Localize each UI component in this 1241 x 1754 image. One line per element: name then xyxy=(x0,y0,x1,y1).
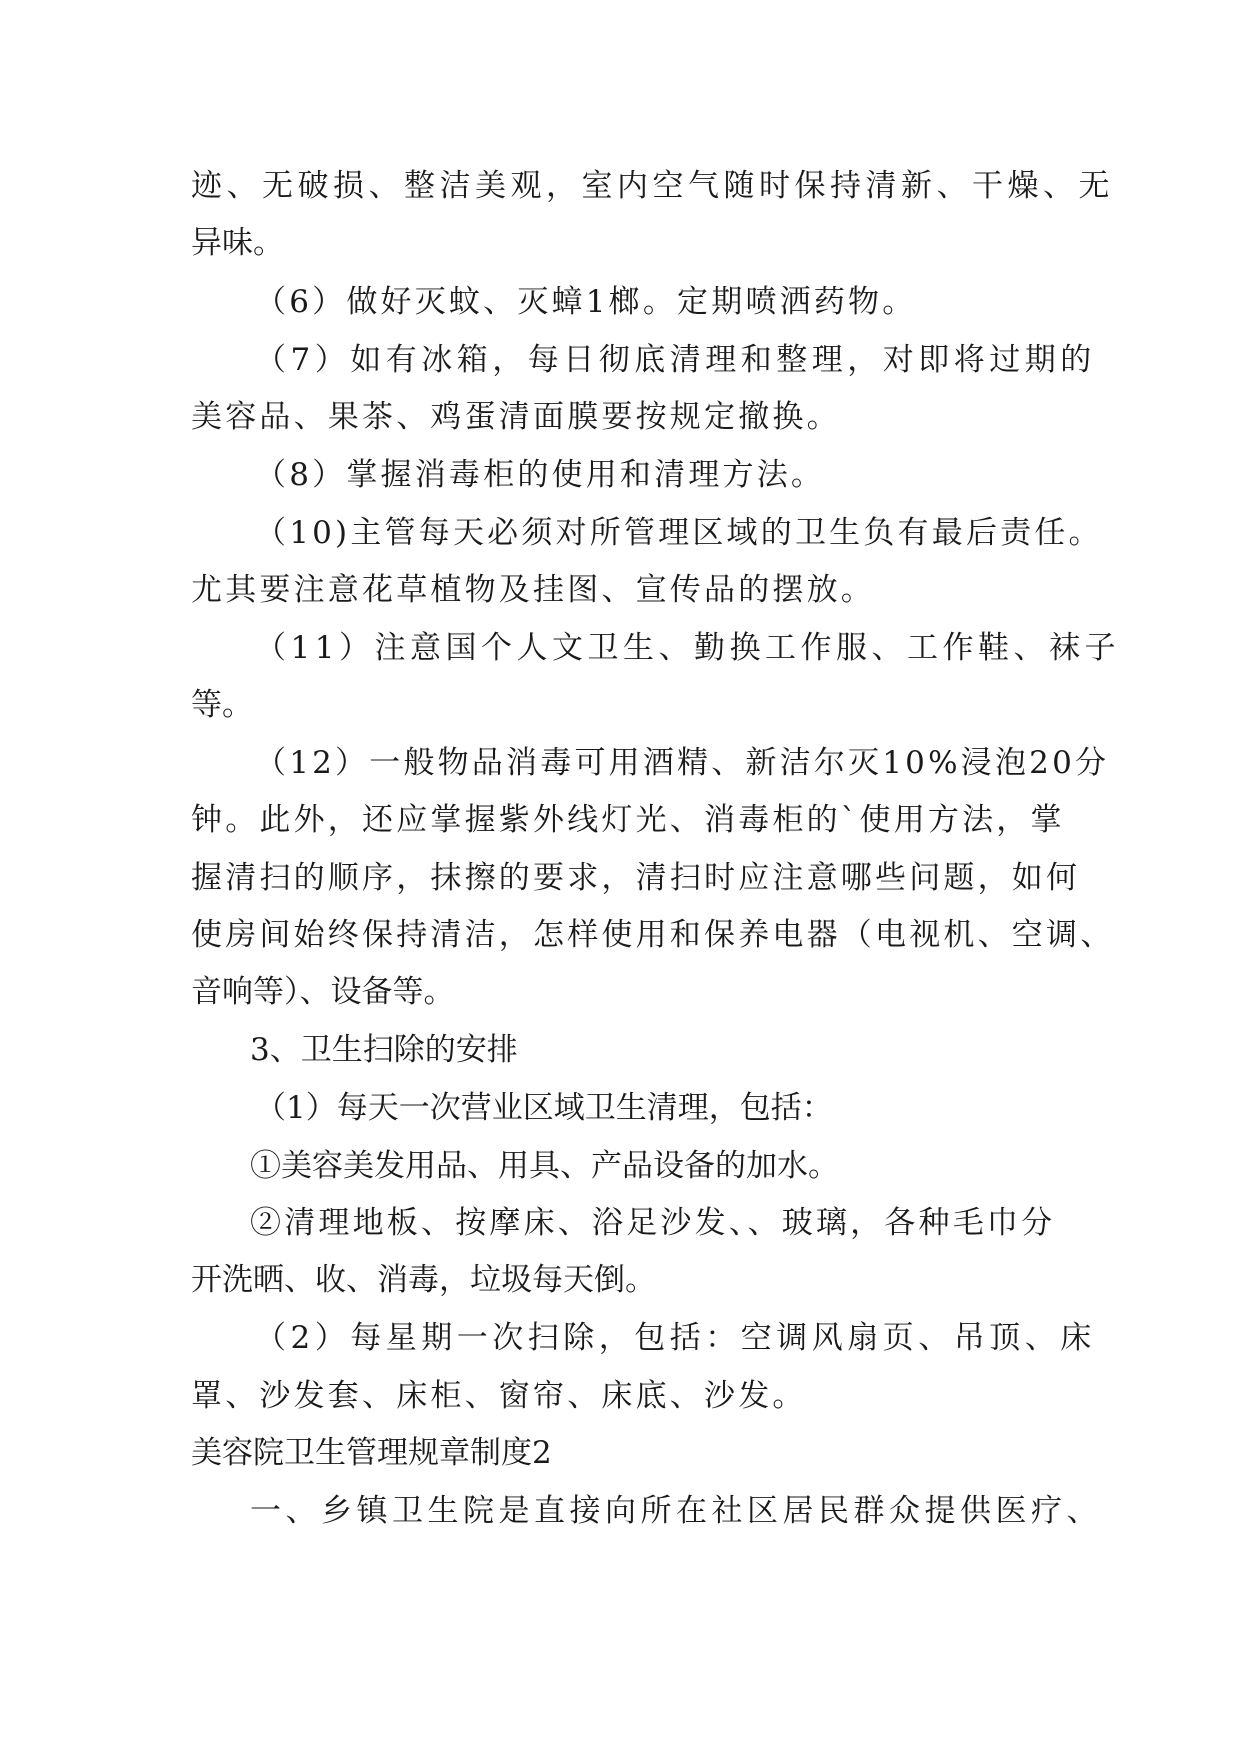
text-line-4: （7）如有冰箱，每日彻底清理和整理，对即将过期的 xyxy=(255,342,1096,378)
text-line-8: 尤其要注意花草植物及挂图、宣传品的摆放。 xyxy=(191,572,875,608)
text-line-14: 使房间始终保持清洁，怎样使用和保养电器（电视机、空调、 xyxy=(191,917,1115,953)
text-line-24: 一、乡镇卫生院是直接向所在社区居民群众提供医疗、 xyxy=(250,1493,1102,1529)
text-line-16: 3、卫生扫除的安排 xyxy=(250,1032,518,1068)
text-line-5: 美容品、果茶、鸡蛋清面膜要按规定撤换。 xyxy=(191,399,841,435)
text-line-17: （1）每天一次营业区域卫生清理，包括： xyxy=(255,1090,833,1126)
text-line-22: 罩、沙发套、床柜、窗帘、床底、沙发。 xyxy=(191,1378,807,1414)
text-line-11: （12）一般物品消毒可用酒精、新洁尔灭10%浸泡20分 xyxy=(255,745,1110,781)
text-line-3: （6）做好灭蚊、灭蟑1榔。定期喷洒药物。 xyxy=(255,284,917,320)
text-line-6: （8）掌握消毒柜的使用和清理方法。 xyxy=(255,457,826,493)
text-line-7: （10)主管每天必须对所管理区域的卫生负有最后责任。 xyxy=(255,515,1103,551)
text-line-23: 美容院卫生管理规章制度2 xyxy=(191,1435,552,1471)
text-line-20: 开洗晒、收、消毒，垃圾每天倒。 xyxy=(191,1262,656,1298)
text-line-13: 握清扫的顺序，抹擦的要求，清扫时应注意哪些问题，如何 xyxy=(191,860,1081,896)
text-line-18: ①美容美发用品、用具、产品设备的加水。 xyxy=(250,1148,839,1184)
text-line-9: （11）注意国个人文卫生、勤换工作服、工作鞋、袜子 xyxy=(255,630,1120,666)
text-line-2: 异味。 xyxy=(191,225,284,261)
text-line-21: （2）每星期一次扫除，包括：空调风扇页、吊顶、床 xyxy=(255,1320,1096,1356)
text-line-12: 钟。此外，还应掌握紫外线灯光、消毒柜的`使用方法，掌 xyxy=(191,802,1065,838)
text-line-15: 音响等）、设备等。 xyxy=(191,974,455,1010)
text-line-19: ②清理地板、按摩床、浴足沙发、、玻璃，各种毛巾分 xyxy=(250,1205,1056,1241)
text-line-10: 等。 xyxy=(191,687,253,723)
text-line-1: 迹、无破损、整洁美观，室内空气随时保持清新、干燥、无 xyxy=(191,168,1114,204)
